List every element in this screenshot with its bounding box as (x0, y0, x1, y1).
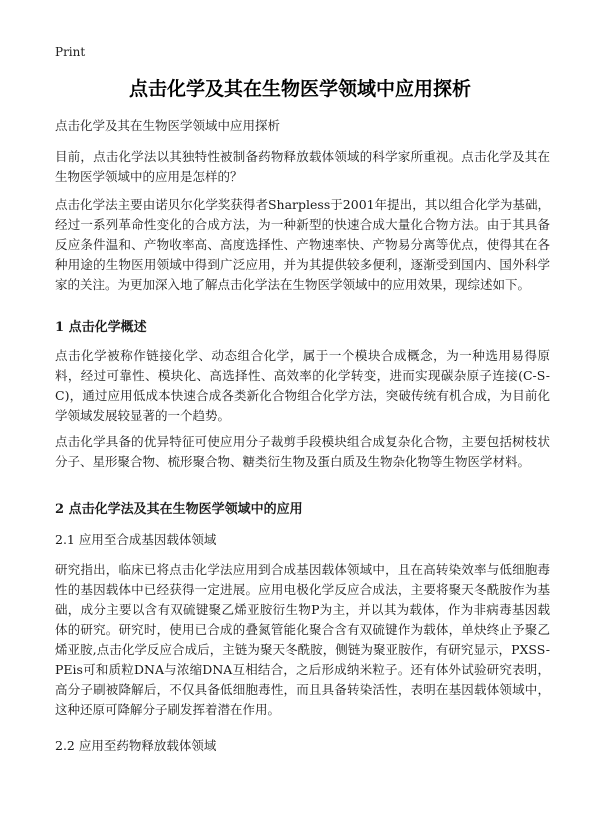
print-link[interactable]: Print (55, 45, 86, 59)
section-2-heading: 2 点击化学法及其在生物医学领域中的应用 (55, 502, 303, 517)
section-2-2-heading: 2.2 应用至药物释放载体领域 (55, 738, 217, 753)
intro-paragraph: 目前，点击化学法以其独特性被制备药物释放载体领域的科学家所重视。点击化学及其在生物医学领域中的应用是怎样的？ (55, 149, 550, 184)
paragraph-4: 研究指出，临床已将点击化学法应用到合成基因载体领域中，且在高转染效率与低细胞毒性的基因载体中已经获得一定进展。应用电极化学反应合成法，主要将聚天冬酰胺作为基础，成分主要以含有双硫键聚乙烯亚胺衍生物P为主，并以其为载体，作为非病毒基因载体的研究。研究时，使用已合成的叠氮管能化聚合含有双硫键作为载体，单炔终止予聚乙烯亚胺,点击化学反应合成后，主链为聚天冬酰胺，侧链为聚亚胺作，有研究显示，PXSS-PEis可和质粒DNA与浓缩DNA互相结合，之后形成纳米粒子。还有体外试验研究表明，高分子刷被降解后，不仅具备低细胞毒性，而且具备转染活性，表明在基因载体领域中，这种还原可降解分子刷发挥着潜在作用。 (55, 562, 550, 717)
section-1-heading: 1 点击化学概述 (55, 320, 147, 335)
paragraph-3: 点击化学具备的优异特征可使应用分子裁剪手段模块组合成复杂化合物，主要包括树枝状分子、星形聚合物、梳形聚合物、糖类衍生物及蛋白质及生物杂化物等生物医学材料。 (55, 434, 550, 469)
subtitle: 点击化学及其在生物医学领域中应用探析 (55, 118, 281, 133)
page-title: 点击化学及其在生物医学领域中应用探析 (128, 78, 471, 100)
paragraph-1: 点击化学法主要由诺贝尔化学奖获得者Sharpless于2001年提出，其以组合化学为基础，经过一系列革命性变化的合成方法，为一种新型的快速合成大量化合物方法。由于其具备反应条件温和、产物收率高、高度选择性、产物速率快、产物易分离等优点，使得其在各种用途的生物医用领域中得到广泛应用，并为其提供较多便利，逐渐受到国内、国外科学家的关注。为更加深入地了解点击化学法在生物医学领域中的应用效果，现综述如下。 (55, 197, 550, 292)
paragraph-2: 点击化学被称作链接化学、动态组合化学，属于一个模块合成概念，为一种选用易得原料，经过可靠性、模块化、高选择性、高效率的化学转变，进而实现碳杂原子连接(C-S-C)，通过应用低成本快速合成各类新化合物组合化学方法，突破传统有机合成，为目前化学领域发展较显著的一个趋势。 (55, 348, 550, 423)
section-2-1-heading: 2.1 应用至合成基因载体领域 (55, 532, 217, 547)
